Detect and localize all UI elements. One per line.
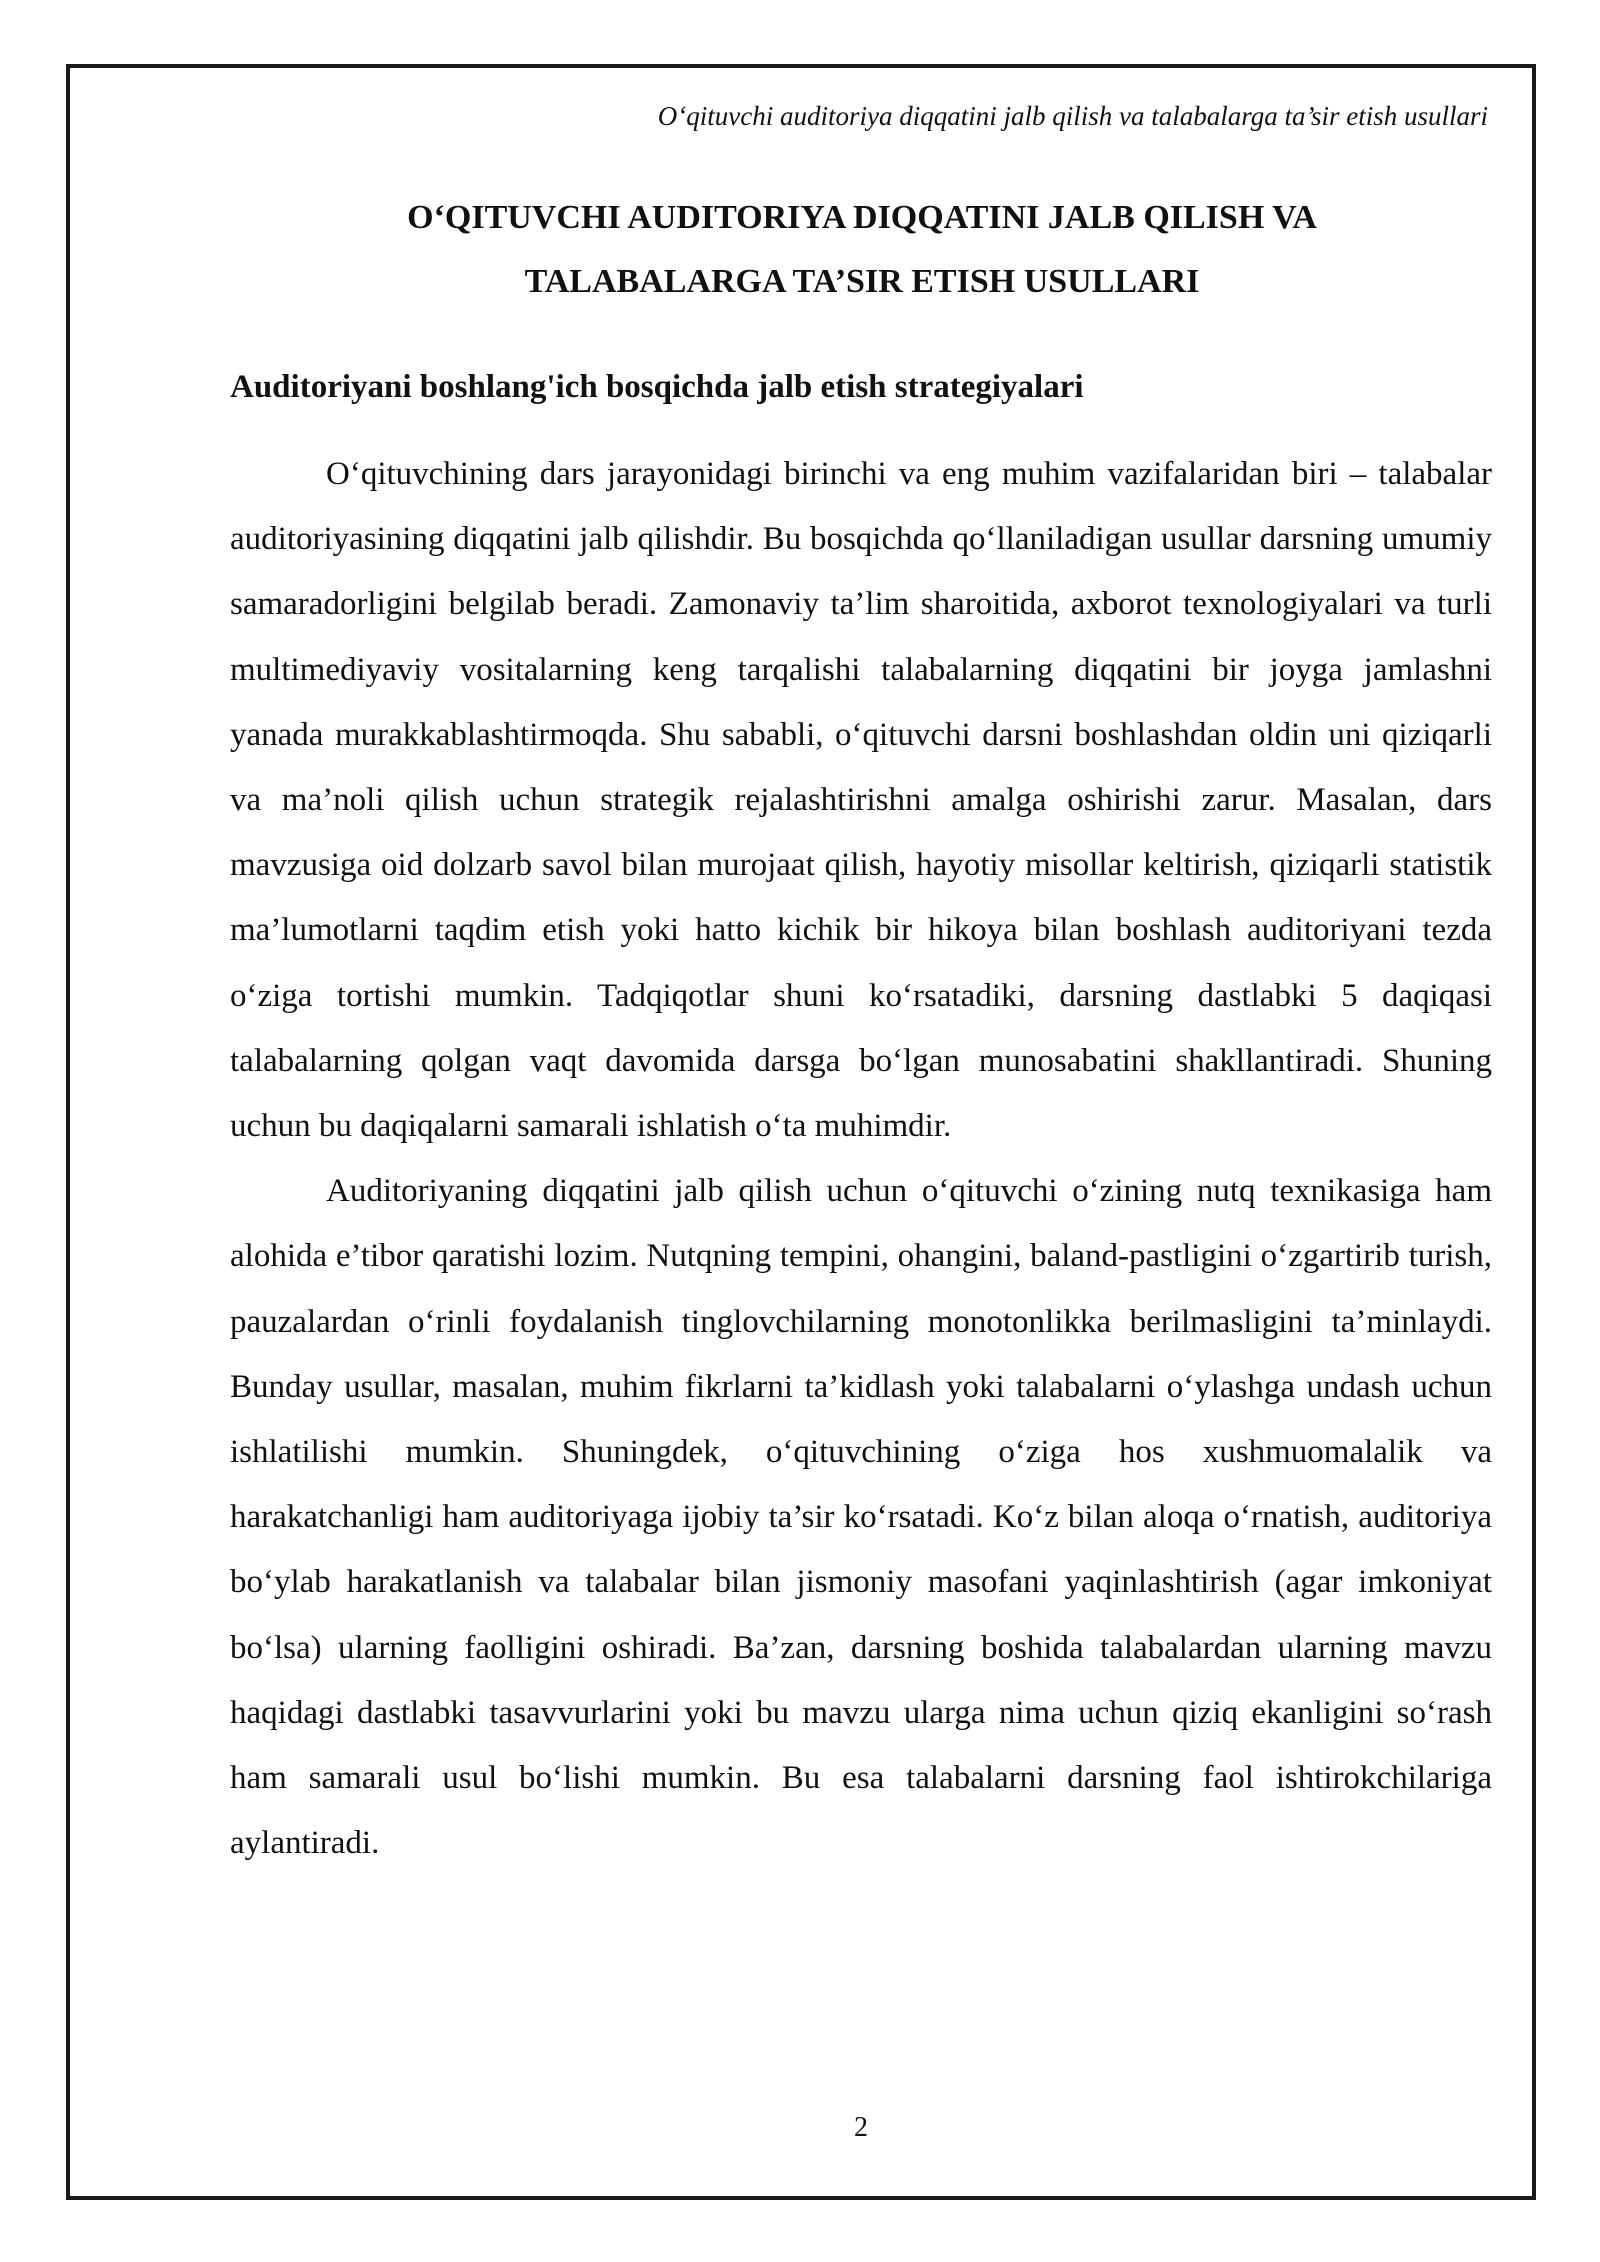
running-header: O‘qituvchi auditoriya diqqatini jalb qilish va talabalarga ta’sir etish usullari	[657, 101, 1488, 131]
page-number: 2	[854, 2112, 868, 2143]
document-title	[232, 186, 1492, 314]
body-paragraph-1: O‘qituvchining dars jarayonidagi birinchi va eng muhim vazifalaridan biri – talabalar auditoriyasining diqqatini jalb qilishdir. Bu bosqichda qo‘llaniladigan usullar darsning umumiy samaradorligini belgilab beradi. Zamonaviy ta’lim sharoitida, axborot texnologiyalari va turli multimediyaviy vositalarning keng tarqalishi talabalarning diqqatini bir joyga jamlashni yanada murakkablashtirmoqda. Shu sababli, o‘qituvchi darsni boshlashdan oldin uni qiziqarli va ma’noli qilish uchun strategik rejalashtirishni amalga oshirishi zarur. Masalan, dars mavzusiga oid dolzarb savol bilan murojaat qilish, hayotiy misollar keltirish, qiziqarli statistik ma’lumotlarni taqdim etish yoki hatto kichik bir hikoya bilan boshlash auditoriyani tezda o‘ziga tortishi mumkin. Tadqiqotlar shuni ko‘rsatadiki, darsning dastlabki 5 daqiqasi talabalarning qolgan vaqt davomida darsga bo‘lgan munosabatini shakllantiradi. Shuning uchun bu daqiqalarni samarali ishlatish o‘ta muhimdir.	[230, 456, 1492, 1145]
section-heading: Auditoriyani boshlang'ich bosqichda jalb etish strategiyalari	[230, 369, 1084, 405]
document-title-line-2: TALABALARGA TA’SIR ETISH USULLARI	[524, 263, 1200, 300]
body-paragraph-2: Auditoriyaning diqqatini jalb qilish uchun o‘qituvchi o‘zining nutq texnikasiga ham alohida e’tibor qaratishi lozim. Nutqning tempini, ohangini, baland-pastligini o‘zgartirib turish, pauzalardan o‘rinli foydalanish tinglovchilarning monotonlikka berilmasligini ta’minlaydi. Bunday usullar, masalan, muhim fikrlarni ta’kidlash yoki talabalarni o‘ylashga undash uchun ishlatilishi mumkin. Shuningdek, o‘qituvchining o‘ziga hos xushmuomalalik va harakatchanligi ham auditoriyaga ijobiy ta’sir ko‘rsatadi. Ko‘z bilan aloqa o‘rnatish, auditoriya bo‘ylab harakatlanish va talabalar bilan jismoniy masofani yaqinlashtirish (agar imkoniyat bo‘lsa) ularning faolligini oshiradi. Ba’zan, darsning boshida talabalardan ularning mavzu haqidagi dastlabki tasavvurlarini yoki bu mavzu ularga nima uchun qiziq ekanligini so‘rash ham samarali usul bo‘lishi mumkin. Bu esa talabalarni darsning faol ishtirokchilariga aylantiradi.	[230, 1173, 1492, 1862]
body-text	[230, 442, 1492, 1876]
document-title-line-1: O‘QITUVCHI AUDITORIYA DIQQATINI JALB QILISH VA	[407, 199, 1317, 236]
